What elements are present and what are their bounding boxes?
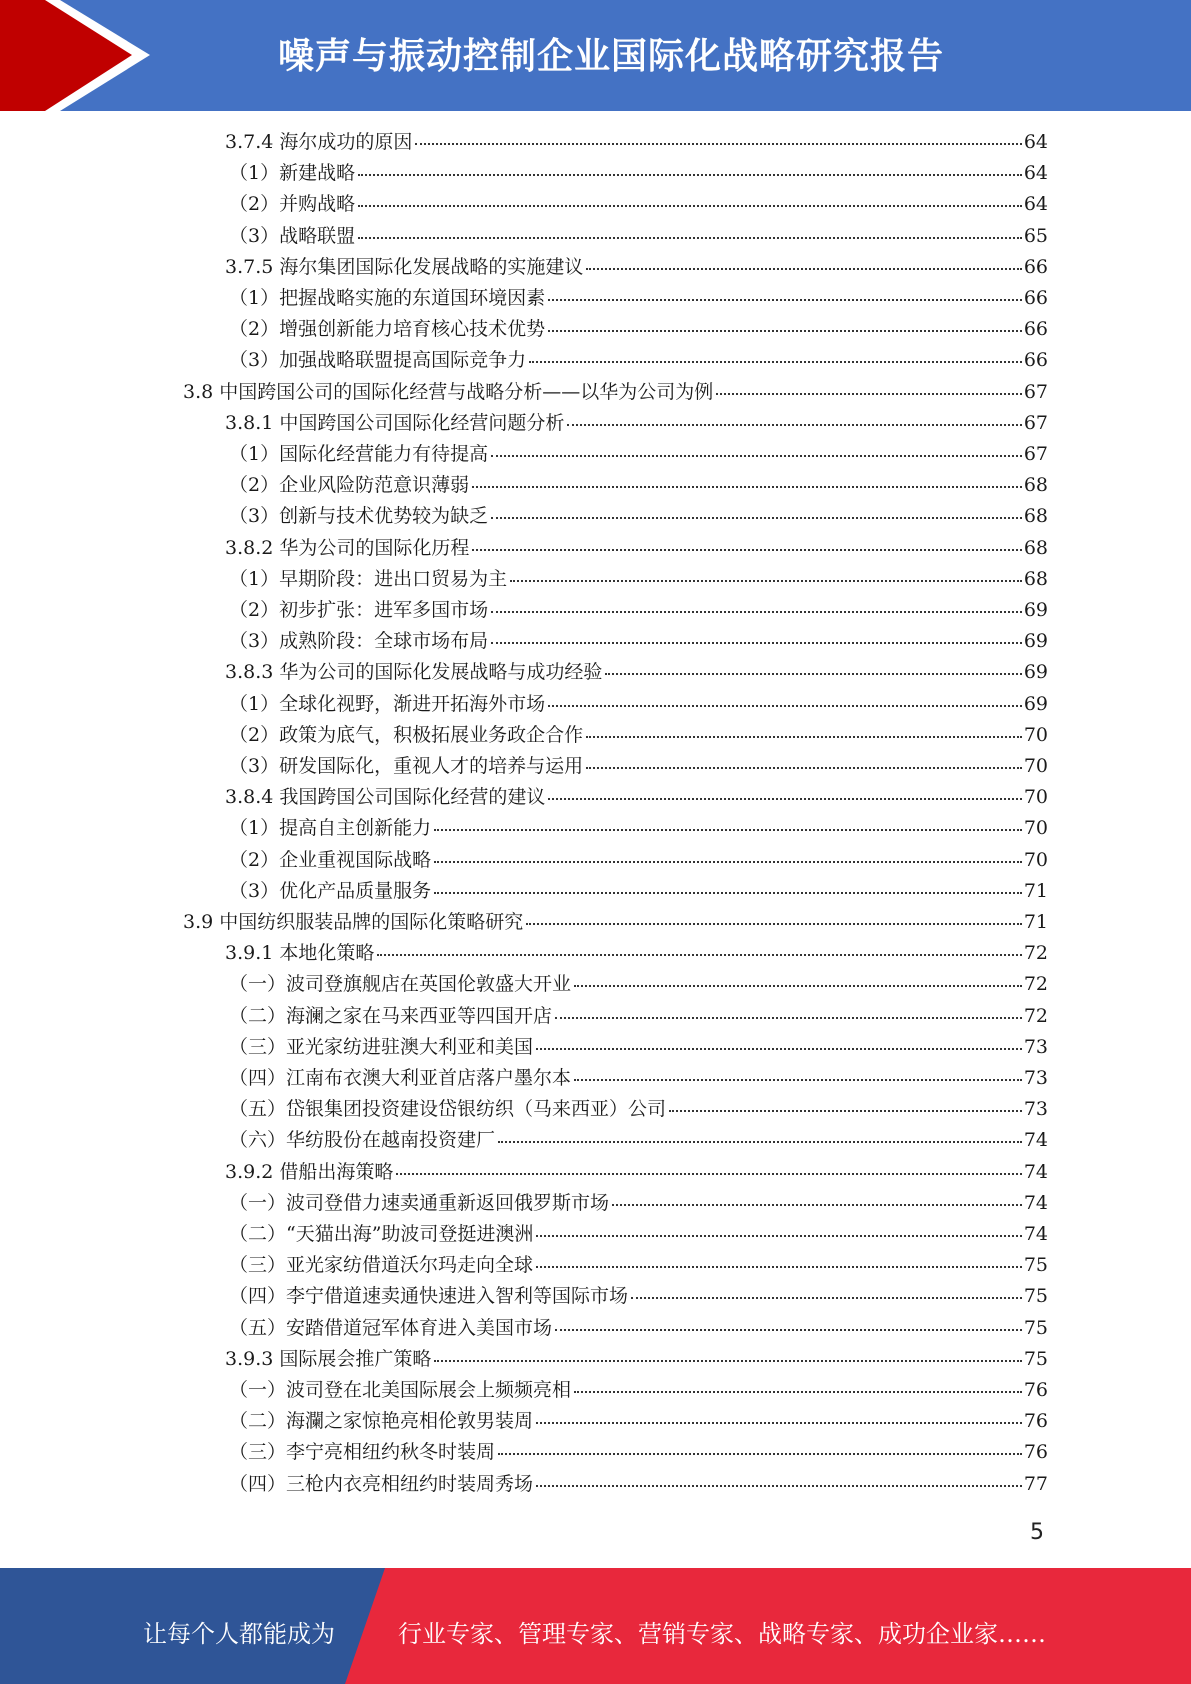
- toc-entry-label: 3.9.3 国际展会推广策略: [225, 1347, 432, 1370]
- footer-tagline: 行业专家、管理专家、营销专家、战略专家、成功企业家……: [398, 1620, 1046, 1648]
- toc-entry[interactable]: [229, 470, 1048, 501]
- toc-entry-page: 68: [1023, 505, 1048, 528]
- toc-dot-leader: [491, 610, 1022, 613]
- document-title: 噪声与振动控制企业国际化战略研究报告: [278, 36, 945, 77]
- toc-entry-page: 68: [1023, 474, 1048, 497]
- toc-entry-label: （3）创新与技术优势较为缺乏: [229, 505, 489, 528]
- toc-entry-label: （五）安踏借道冠军体育进入美国市场: [229, 1316, 553, 1339]
- toc-entry-page: 66: [1023, 349, 1048, 372]
- toc-dot-leader: [526, 922, 1022, 925]
- toc-dot-leader: [358, 204, 1022, 207]
- toc-dot-leader: [586, 766, 1022, 769]
- toc-dot-leader: [555, 1328, 1022, 1331]
- toc-dot-leader: [498, 1452, 1022, 1455]
- toc-entry-label: （一）波司登借力速卖通重新返回俄罗斯市场: [229, 1191, 610, 1214]
- toc-entry-page: 70: [1023, 817, 1048, 840]
- toc-entry-page: 75: [1023, 1254, 1048, 1277]
- toc-dot-leader: [548, 797, 1021, 800]
- toc-entry[interactable]: [225, 1157, 1048, 1188]
- toc-entry-page: 65: [1023, 224, 1048, 247]
- toc-entry-page: 77: [1023, 1472, 1048, 1495]
- toc-entry[interactable]: [225, 782, 1048, 813]
- toc-entry-page: 67: [1023, 443, 1048, 465]
- toc-entry-label: （1）国际化经营能力有待提高: [229, 443, 489, 465]
- toc-entry-label: 3.8 中国跨国公司的国际化经营与战略分析——以华为公司为例: [183, 380, 714, 403]
- toc-entry[interactable]: [229, 283, 1048, 314]
- toc-entry[interactable]: [225, 252, 1048, 283]
- toc-entry-label: （一）波司登在北美国际展会上频频亮相: [229, 1379, 572, 1401]
- toc-entry[interactable]: [183, 907, 1048, 938]
- toc-entry-page: 75: [1023, 1316, 1048, 1339]
- toc-entry-page: 74: [1023, 1191, 1048, 1214]
- toc-dot-leader: [586, 735, 1022, 738]
- toc-dot-leader: [669, 1109, 1022, 1112]
- toc-entry-page: 67: [1023, 380, 1048, 403]
- toc-entry[interactable]: [225, 127, 1048, 158]
- toc-dot-leader: [536, 1484, 1022, 1487]
- toc-entry-page: 67: [1023, 411, 1048, 434]
- toc-dot-leader: [567, 423, 1021, 426]
- toc-entry-page: 75: [1023, 1347, 1048, 1370]
- toc-entry-page: 73: [1023, 1035, 1048, 1058]
- toc-entry-page: 69: [1023, 630, 1048, 653]
- toc-entry-page: 72: [1023, 973, 1048, 996]
- page-footer: [0, 1568, 1191, 1684]
- toc-entry[interactable]: [229, 1250, 1048, 1281]
- toc-entry-label: （2）政策为底气，积极拓展业务政企合作: [229, 723, 584, 746]
- toc-dot-leader: [536, 1265, 1022, 1268]
- toc-entry-label: （四）三枪内衣亮相纽约时装周秀场: [229, 1472, 534, 1495]
- toc-dot-leader: [491, 454, 1022, 457]
- toc-entry-page: 66: [1023, 318, 1048, 341]
- toc-entry[interactable]: [229, 1437, 1048, 1468]
- toc-entry[interactable]: [225, 533, 1048, 564]
- toc-dot-leader: [498, 1140, 1022, 1143]
- toc-entry-label: 3.9.1 本地化策略: [225, 942, 375, 965]
- toc-dot-leader: [536, 1234, 1021, 1237]
- toc-entry-page: 76: [1023, 1410, 1048, 1433]
- toc-entry[interactable]: [229, 720, 1048, 751]
- toc-entry[interactable]: [225, 938, 1048, 969]
- toc-dot-leader: [529, 360, 1022, 363]
- toc-entry[interactable]: [229, 314, 1048, 345]
- toc-entry[interactable]: [229, 158, 1048, 189]
- toc-entry[interactable]: [225, 408, 1048, 439]
- toc-entry[interactable]: [225, 657, 1048, 688]
- toc-dot-leader: [548, 704, 1022, 707]
- toc-entry[interactable]: [229, 1219, 1048, 1250]
- toc-entry[interactable]: [229, 1313, 1048, 1344]
- toc-dot-leader: [574, 984, 1022, 987]
- toc-dot-leader: [716, 392, 1022, 395]
- toc-dot-leader: [586, 267, 1021, 270]
- toc-dot-leader: [631, 1296, 1022, 1299]
- toc-entry-label: （1）提高自主创新能力: [229, 817, 432, 840]
- toc-entry[interactable]: [225, 1344, 1048, 1375]
- toc-dot-leader: [434, 1359, 1021, 1362]
- toc-entry-label: （四）江南布衣澳大利亚首店落户墨尔本: [229, 1067, 572, 1089]
- toc-entry-label: 3.9.2 借船出海策略: [225, 1160, 394, 1183]
- toc-dot-leader: [415, 142, 1021, 145]
- toc-entry[interactable]: [229, 564, 1048, 595]
- toc-dot-leader: [434, 860, 1022, 863]
- toc-entry[interactable]: [183, 377, 1048, 408]
- toc-entry-label: （3）加强战略联盟提高国际竞争力: [229, 349, 527, 372]
- toc-entry-label: 3.7.4 海尔成功的原因: [225, 131, 413, 153]
- toc-dot-leader: [358, 173, 1022, 176]
- toc-entry-page: 74: [1023, 1223, 1048, 1245]
- toc-dot-leader: [491, 641, 1022, 644]
- toc-dot-leader: [491, 516, 1022, 519]
- toc-dot-leader: [510, 579, 1022, 582]
- toc-entry-label: （三）亚光家纺借道沃尔玛走向全球: [229, 1254, 534, 1277]
- toc-entry-label: （2）企业重视国际战略: [229, 848, 432, 871]
- toc-dot-leader: [472, 548, 1021, 551]
- toc-entry-label: （三）亚光家纺进驻澳大利亚和美国: [229, 1035, 534, 1058]
- toc-dot-leader: [434, 891, 1022, 894]
- toc-entry[interactable]: [229, 626, 1048, 657]
- toc-entry-page: 69: [1023, 599, 1048, 621]
- toc-entry[interactable]: [229, 221, 1048, 252]
- toc-dot-leader: [434, 828, 1022, 831]
- toc-entry-page: 68: [1023, 567, 1048, 590]
- toc-dot-leader: [472, 485, 1022, 488]
- toc-entry-label: （1）全球化视野，渐进开拓海外市场: [229, 692, 546, 715]
- toc-entry-label: （五）岱银集团投资建设岱银纺织（马来西亚）公司: [229, 1098, 667, 1121]
- toc-dot-leader: [377, 953, 1021, 956]
- toc-entry[interactable]: [229, 595, 1048, 626]
- toc-entry-page: 74: [1023, 1160, 1048, 1183]
- toc-entry-page: 70: [1023, 786, 1048, 809]
- toc-dot-leader: [605, 672, 1021, 675]
- toc-entry-label: （2）初步扩张：进军多国市场: [229, 599, 489, 621]
- toc-entry-page: 71: [1023, 911, 1048, 933]
- toc-entry[interactable]: [229, 1281, 1048, 1312]
- toc-entry-label: （3）优化产品质量服务: [229, 879, 432, 902]
- toc-dot-leader: [358, 236, 1022, 239]
- toc-entry-page: 66: [1023, 287, 1048, 309]
- toc-entry-page: 71: [1023, 879, 1048, 902]
- toc-entry-label: 3.9 中国纺织服装品牌的国际化策略研究: [183, 911, 524, 933]
- toc-dot-leader: [574, 1390, 1022, 1393]
- toc-entry[interactable]: [229, 689, 1048, 720]
- toc-entry-label: （1）新建战略: [229, 162, 356, 185]
- toc-entry-page: 74: [1023, 1129, 1048, 1152]
- toc-dot-leader: [536, 1421, 1022, 1424]
- toc-entry-page: 73: [1023, 1098, 1048, 1121]
- toc-dot-leader: [548, 329, 1022, 332]
- toc-entry-label: （2）企业风险防范意识薄弱: [229, 474, 470, 497]
- toc-dot-leader: [396, 1172, 1021, 1175]
- toc-entry[interactable]: [229, 813, 1048, 844]
- toc-entry-page: 75: [1023, 1285, 1048, 1308]
- toc-entry[interactable]: [229, 1032, 1048, 1063]
- toc-entry-label: （3）战略联盟: [229, 224, 356, 247]
- toc-dot-leader: [548, 298, 1022, 301]
- toc-entry[interactable]: [229, 845, 1048, 876]
- toc-entry[interactable]: [229, 1094, 1048, 1125]
- toc-entry[interactable]: [229, 189, 1048, 220]
- toc-entry[interactable]: [229, 439, 1048, 470]
- toc-entry-page: 66: [1023, 255, 1048, 278]
- toc-entry-label: （2）并购战略: [229, 193, 356, 216]
- toc-dot-leader: [555, 1016, 1022, 1019]
- toc-entry-page: 76: [1023, 1441, 1048, 1464]
- toc-entry[interactable]: [229, 1375, 1048, 1406]
- toc-entry[interactable]: [229, 1406, 1048, 1437]
- toc-entry[interactable]: [229, 969, 1048, 1000]
- toc-entry[interactable]: [229, 1063, 1048, 1094]
- toc-entry-label: 3.7.5 海尔集团国际化发展战略的实施建议: [225, 255, 584, 278]
- toc-dot-leader: [574, 1078, 1022, 1081]
- toc-entry-page: 72: [1023, 1004, 1048, 1027]
- toc-dot-leader: [612, 1203, 1022, 1206]
- toc-entry-label: （三）李宁亮相纽约秋冬时装周: [229, 1441, 496, 1464]
- toc-entry-label: （四）李宁借道速卖通快速进入智利等国际市场: [229, 1285, 629, 1308]
- toc-dot-leader: [536, 1047, 1022, 1050]
- toc-entry-page: 70: [1023, 723, 1048, 746]
- toc-entry-label: （1）早期阶段：进出口贸易为主: [229, 567, 508, 590]
- toc-entry-page: 70: [1023, 848, 1048, 871]
- toc-entry-label: （二）“天猫出海”助波司登挺进澳洲: [229, 1223, 534, 1245]
- toc-entry[interactable]: [229, 501, 1048, 532]
- toc-entry-label: 3.8.4 我国跨国公司国际化经营的建议: [225, 786, 546, 809]
- toc-entry-page: 73: [1023, 1067, 1048, 1089]
- toc-entry-label: （2）增强创新能力培育核心技术优势: [229, 318, 546, 341]
- toc-entry-page: 69: [1023, 692, 1048, 715]
- footer-slogan: 让每个人都能成为: [143, 1620, 335, 1648]
- toc-entry-page: 64: [1023, 162, 1048, 185]
- toc-entry-label: （3）研发国际化，重视人才的培养与运用: [229, 755, 584, 777]
- toc-entry[interactable]: [229, 345, 1048, 376]
- toc-entry-label: （六）华纺股份在越南投资建厂: [229, 1129, 496, 1152]
- toc-entry[interactable]: [229, 1001, 1048, 1032]
- toc-entry-page: 69: [1023, 661, 1048, 684]
- toc-entry-label: 3.8.1 中国跨国公司国际化经营问题分析: [225, 411, 565, 434]
- page-header: [0, 0, 1191, 111]
- toc-entry[interactable]: [229, 876, 1048, 907]
- toc-entry-label: （3）成熟阶段：全球市场布局: [229, 630, 489, 653]
- toc-entry[interactable]: [229, 1188, 1048, 1219]
- toc-entry-page: 64: [1023, 193, 1048, 216]
- toc-entry-page: 76: [1023, 1379, 1048, 1401]
- toc-entry-label: 3.8.3 华为公司的国际化发展战略与成功经验: [225, 661, 603, 684]
- toc-entry-label: （二）海澜之家在马来西亚等四国开店: [229, 1004, 553, 1027]
- toc-entry[interactable]: [229, 751, 1048, 782]
- toc-entry-page: 70: [1023, 755, 1048, 777]
- toc-entry-page: 72: [1023, 942, 1048, 965]
- toc-entry-label: （二）海瀾之家惊艳亮相伦敦男装周: [229, 1410, 534, 1433]
- toc-entry-label: （一）波司登旗舰店在英国伦敦盛大开业: [229, 973, 572, 996]
- toc-entry-label: 3.8.2 华为公司的国际化历程: [225, 536, 470, 559]
- toc-entry[interactable]: [229, 1125, 1048, 1156]
- toc-entry-page: 64: [1023, 131, 1048, 153]
- toc-entry[interactable]: [229, 1469, 1048, 1500]
- toc-entry-label: （1）把握战略实施的东道国环境因素: [229, 287, 546, 309]
- toc-entry-page: 68: [1023, 536, 1048, 559]
- page-number: 5: [1030, 1520, 1044, 1545]
